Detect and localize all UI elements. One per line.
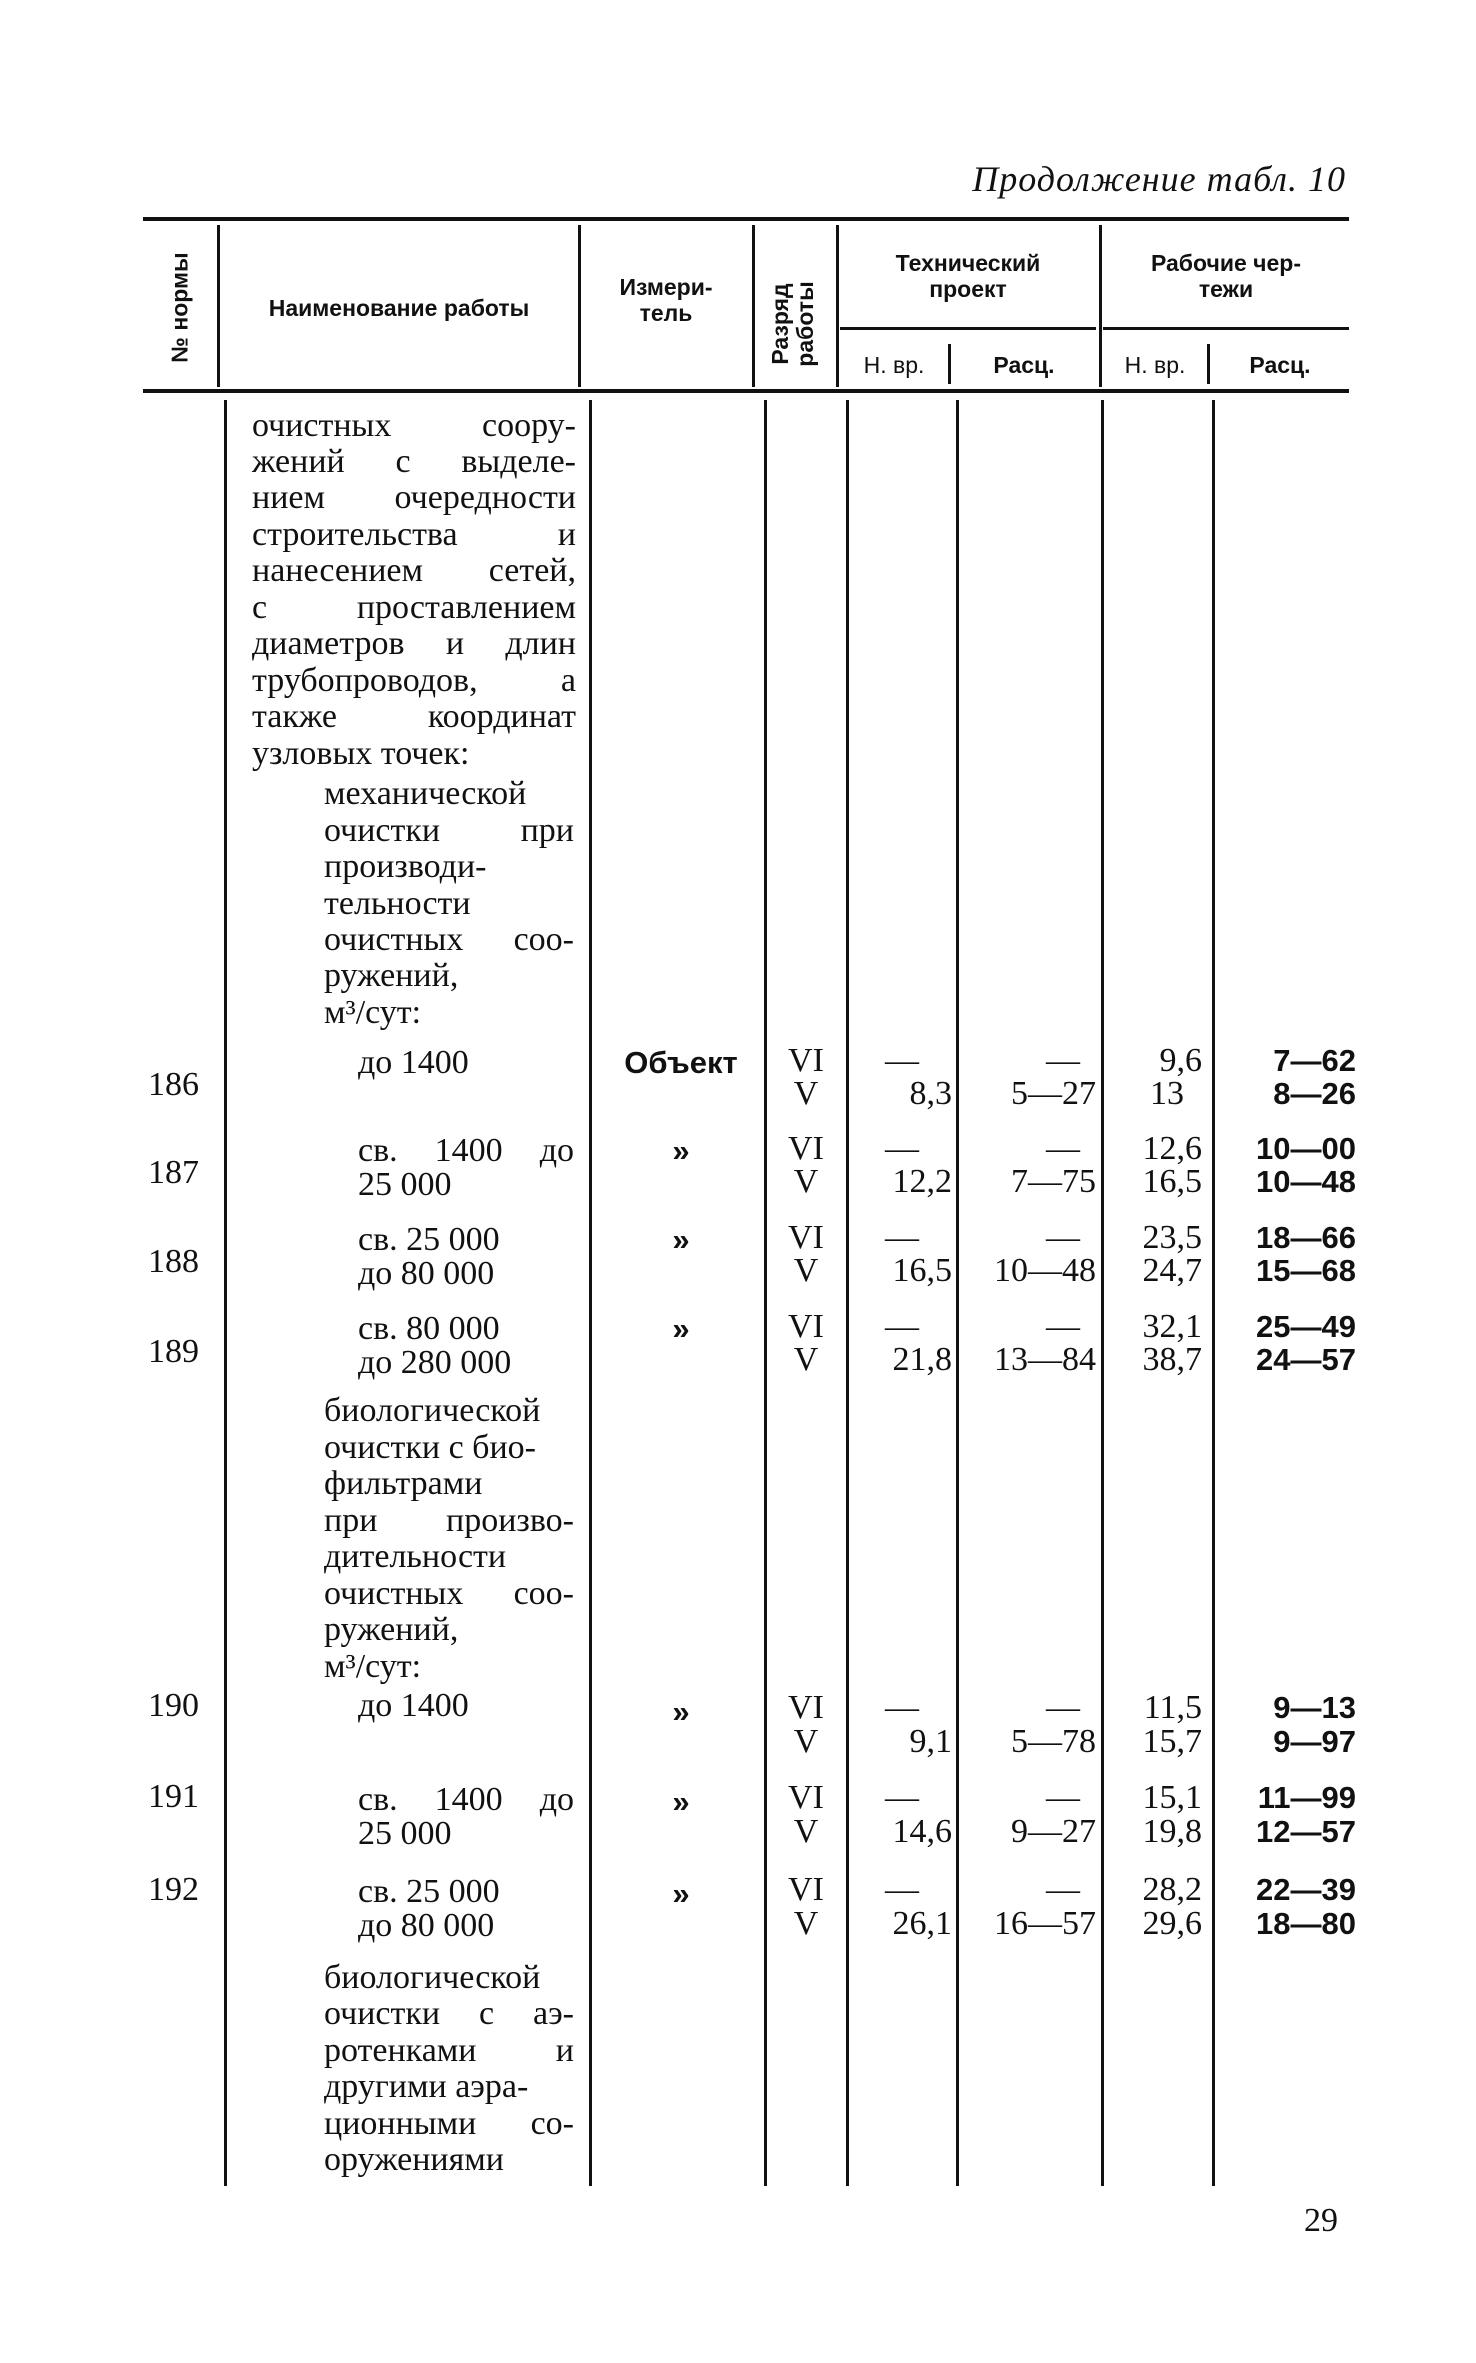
header-vline-5 [1099,225,1102,387]
row-189-work-rasc-2: 24—57 [1256,1342,1356,1377]
bio-line-0: биологической [324,1392,541,1429]
row-189-number: 189 [148,1333,199,1370]
header-tech-nvr: Н. вр. [863,352,925,378]
body-vline-3 [764,400,767,2186]
row-192-work-rasc-2: 18—80 [1256,1906,1356,1941]
aero-line-4: ционными со- [324,2105,574,2142]
row-190-tech-rasc-2: 5—78 [1011,1723,1096,1760]
row-186-work-nvr-1: 9,6 [1159,1042,1202,1079]
row-190-number: 190 [148,1687,199,1724]
header-tech-line2: проект [929,276,1007,302]
row-188-tech-rasc-1: — [1046,1219,1080,1256]
body-vline-5 [956,400,959,2186]
intro-line-2: нием очередности [252,479,576,516]
header-col-grade [768,244,822,404]
row-186-work-rasc-2: 8—26 [1273,1076,1356,1111]
row-186-tech-nvr-1: — [885,1042,919,1079]
header-vline-4 [836,225,839,387]
row-190-work-nvr-2: 15,7 [1142,1723,1202,1760]
aero-line-5: оружениями [324,2141,504,2178]
header-col-number: № нормы [166,252,193,363]
header-top-rule [143,217,1349,221]
row-187-work-nvr-2: 16,5 [1142,1163,1202,1200]
row-187-name-1: св. 1400 до [358,1132,574,1169]
row-189-tech-nvr-2: 21,8 [892,1341,952,1378]
row-191-tech-rasc-1: — [1046,1779,1080,1816]
header-work-drawings [1103,250,1349,302]
header-tech-rasc: Расц. [993,352,1055,378]
row-192-tech-nvr-1: — [885,1871,919,1908]
row-191-unit: » [672,1784,690,1819]
row-192-grade-2: V [793,1905,819,1942]
header-tech-line1: Технический [895,250,1041,276]
bio-line-3: при произво- [324,1502,574,1539]
mech-line-0: механической [324,775,527,812]
body-vline-1 [224,400,227,2186]
header-work-nvr: Н. вр. [1124,352,1186,378]
row-187-work-nvr-1: 12,6 [1142,1130,1202,1167]
row-190-work-nvr-1: 11,5 [1143,1689,1202,1726]
row-191-tech-rasc-2: 9—27 [1011,1813,1096,1850]
header-work-line2: тежи [1198,276,1254,302]
mech-line-6: м³/сут: [324,994,422,1031]
row-188-work-nvr-1: 23,5 [1142,1219,1202,1256]
row-188-name-2: до 80 000 [358,1255,495,1292]
intro-line-1: жений с выделе- [252,443,576,480]
row-191-number: 191 [148,1778,199,1815]
header-col-unit-line1: Измери- [619,274,713,300]
row-187-work-rasc-2: 10—48 [1256,1164,1356,1199]
row-190-unit: » [672,1694,690,1729]
row-192-tech-rasc-1: — [1046,1871,1080,1908]
row-190-tech-rasc-1: — [1046,1689,1080,1726]
bio-line-1: очистки с био- [324,1429,536,1466]
row-186-tech-rasc-2: 5—27 [1011,1075,1096,1112]
row-192-work-rasc-1: 22—39 [1256,1872,1356,1907]
header-bottom-rule [143,389,1349,393]
header-col-unit [582,274,750,326]
intro-line-8: также координат [252,698,576,735]
row-192-tech-nvr-2: 26,1 [892,1905,952,1942]
row-191-grade-2: V [793,1813,819,1850]
intro-line-0: очистных соору- [252,407,576,444]
row-189-tech-nvr-1: — [885,1308,919,1345]
bio-line-4: дительности [324,1538,507,1575]
row-188-number: 188 [148,1243,199,1280]
row-191-name-2: 25 000 [358,1815,452,1852]
row-187-work-rasc-1: 10—00 [1256,1131,1356,1166]
row-188-grade-1: VI [788,1219,824,1256]
row-188-grade-2: V [793,1252,819,1289]
row-187-tech-nvr-2: 12,2 [892,1163,952,1200]
intro-line-9: узловых точек: [252,735,470,772]
row-186-grade-2: V [793,1075,819,1112]
row-192-grade-1: VI [788,1871,824,1908]
row-191-tech-nvr-1: — [885,1779,919,1816]
bio-line-5: очистных соо- [324,1575,574,1612]
row-190-work-rasc-1: 9—13 [1273,1690,1356,1725]
row-188-tech-nvr-1: — [885,1219,919,1256]
row-188-work-rasc-2: 15—68 [1256,1253,1356,1288]
header-col-name: Наименование работы [268,295,530,321]
table-caption: Продолжение табл. 10 [972,159,1346,199]
row-186-tech-rasc-1: — [1046,1042,1080,1079]
intro-line-7: трубопроводов, а [252,662,576,699]
header-vline-3 [752,225,755,387]
row-189-work-nvr-2: 38,7 [1142,1341,1202,1378]
mech-line-2: производи- [324,848,487,885]
header-vline-6 [948,344,951,384]
row-191-name-1: св. 1400 до [358,1781,574,1818]
row-191-tech-nvr-2: 14,6 [892,1813,952,1850]
row-186-unit: Объект [624,1045,738,1080]
row-187-grade-2: V [793,1163,819,1200]
row-188-name-1: св. 25 000 [358,1221,500,1258]
header-col-grade-line1: Разряд [767,283,793,365]
header-work-rasc: Расц. [1249,352,1311,378]
row-190-tech-nvr-2: 9,1 [909,1723,952,1760]
row-191-work-rasc-2: 12—57 [1256,1814,1356,1849]
row-192-work-nvr-1: 28,2 [1142,1871,1202,1908]
row-192-tech-rasc-2: 16—57 [994,1905,1096,1942]
row-186-number: 186 [148,1066,199,1103]
row-190-tech-nvr-1: — [885,1689,919,1726]
mech-line-5: ружений, [324,957,459,994]
body-vline-2 [589,400,592,2186]
header-col-grade-line2: работы [792,281,818,367]
row-188-work-rasc-1: 18—66 [1256,1220,1356,1255]
header-vline-7 [1207,344,1210,384]
row-189-unit: » [672,1311,690,1346]
row-189-tech-rasc-2: 13—84 [994,1341,1096,1378]
aero-line-2: ротенками и [324,2032,574,2069]
row-188-work-nvr-2: 24,7 [1142,1252,1202,1289]
header-col-unit-line2: тель [639,300,693,326]
mech-line-3: тельности [324,885,471,922]
row-189-grade-1: VI [788,1308,824,1345]
row-192-unit: » [672,1876,690,1911]
row-190-work-rasc-2: 9—97 [1273,1724,1356,1759]
row-191-work-nvr-2: 19,8 [1142,1813,1202,1850]
row-190-name: до 1400 [358,1687,469,1724]
row-188-tech-nvr-2: 16,5 [892,1252,952,1289]
row-187-tech-nvr-1: — [885,1130,919,1167]
row-189-name-2: до 280 000 [358,1344,512,1381]
row-187-grade-1: VI [788,1130,824,1167]
intro-line-4: нанесением сетей, [252,552,576,589]
row-189-name-1: св. 80 000 [358,1310,500,1347]
aero-line-0: биологической [324,1959,541,1996]
body-vline-6 [1101,400,1104,2186]
header-vline-1 [217,225,220,387]
mech-line-4: очистных соо- [324,921,574,958]
row-187-unit: » [672,1133,690,1168]
row-189-work-nvr-1: 32,1 [1142,1308,1202,1345]
row-188-tech-rasc-2: 10—48 [994,1252,1096,1289]
row-189-grade-2: V [793,1341,819,1378]
row-190-grade-1: VI [788,1689,824,1726]
row-188-unit: » [672,1222,690,1257]
intro-line-3: строительства и [252,516,576,553]
row-187-tech-rasc-2: 7—75 [1011,1163,1096,1200]
body-vline-4 [846,400,849,2186]
header-vline-2 [578,225,581,387]
row-187-number: 187 [148,1154,199,1191]
row-190-grade-2: V [793,1723,819,1760]
row-191-work-rasc-1: 11—99 [1257,1780,1356,1815]
tech-subheader-rule [840,327,1096,330]
intro-line-6: диаметров и длин [252,625,576,662]
header-tech-project [840,250,1096,302]
row-186-work-rasc-1: 7—62 [1273,1043,1356,1078]
row-186-grade-1: VI [788,1042,824,1079]
row-192-number: 192 [148,1871,199,1908]
bio-line-7: м³/сут: [324,1648,422,1685]
aero-line-1: очистки с аэ- [324,1995,574,2032]
page-number: 29 [1304,2202,1338,2239]
row-191-grade-1: VI [788,1779,824,1816]
row-189-work-rasc-1: 25—49 [1256,1309,1356,1344]
row-192-name-2: до 80 000 [358,1907,495,1944]
row-187-tech-rasc-1: — [1046,1130,1080,1167]
body-vline-7 [1212,400,1215,2186]
header-work-line1: Рабочие чер- [1150,250,1302,276]
row-186-work-nvr-2: 13 [1150,1075,1184,1112]
intro-line-5: с проставлением [252,589,576,626]
row-186-tech-nvr-2: 8,3 [909,1075,952,1112]
mech-line-1: очистки при [324,812,574,849]
row-189-tech-rasc-1: — [1046,1308,1080,1345]
work-subheader-rule [1103,327,1349,330]
bio-line-2: фильтрами [324,1465,483,1502]
row-187-name-2: 25 000 [358,1166,452,1203]
bio-line-6: ружений, [324,1611,459,1648]
row-191-work-nvr-1: 15,1 [1142,1779,1202,1816]
row-192-name-1: св. 25 000 [358,1873,500,1910]
row-192-work-nvr-2: 29,6 [1142,1905,1202,1942]
aero-line-3: другими аэра- [324,2068,529,2105]
row-186-name: до 1400 [358,1044,469,1081]
